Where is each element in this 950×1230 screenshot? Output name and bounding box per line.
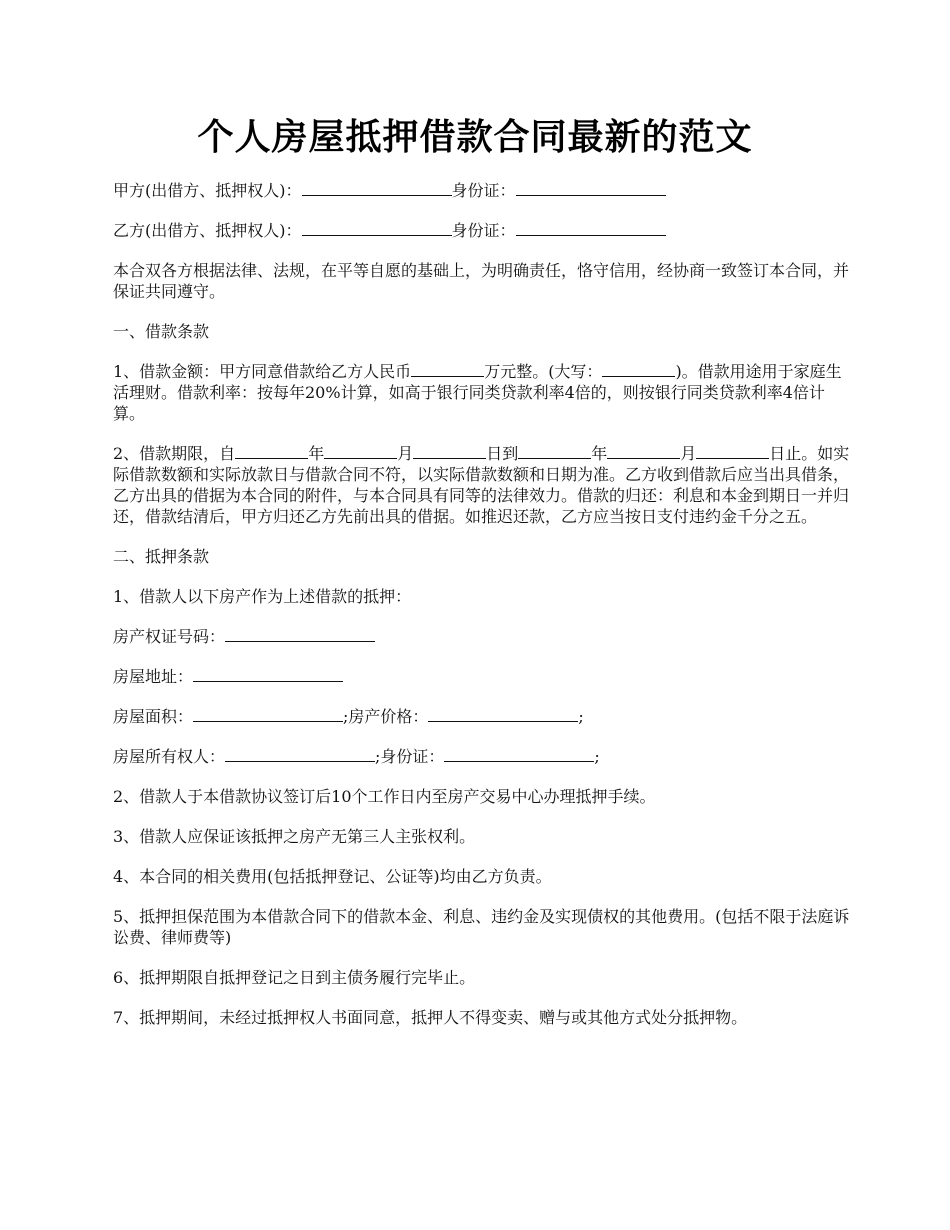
clause1-text-3: )。借款用途用于家庭生活理财。借款利率：按每年20%计算，如高于银行同类贷款利率4倍的，则按银行同类贷款利率4倍计算。 [113,362,842,423]
end-year-blank [518,444,591,459]
semicolon-1: ; [578,707,584,726]
party-b-label: 乙方(出借方、抵押权人)： [113,221,302,240]
mortgage-item-6: 6、抵押期限自抵押登记之日到主债务履行完毕止。 [113,968,476,987]
start-month-blank [324,444,397,459]
property-area-price-line [113,706,855,727]
section-heading-loan: 一、借款条款 [113,322,210,341]
end-month-blank [607,444,680,459]
month-label-1: 月 [397,444,414,463]
property-owner-label: 房屋所有权人： [113,747,226,766]
party-a-name-blank [302,181,452,196]
owner-id-blank [444,747,594,762]
end-day-blank [696,444,769,459]
month-label-2: 月 [680,444,697,463]
party-b-name-blank [302,221,452,236]
clause-loan-amount [113,361,855,424]
amount-capital-blank [602,362,675,377]
property-price-blank [428,707,578,722]
clause2-rest: 日止。如实际借款数额和实际放款日与借款合同不符，以实际借款数额和日期为准。乙方收到借款后应当出具借条，乙方出具的借据为本合同的附件，与本合同具有同等的法律效力。借款的归还：利息和本金到期日一并归还，借款结清后，甲方归还乙方先前出具的借据。如推迟还款，乙方应当按日支付违约金千分之五。 [113,444,850,526]
mortgage-item-5: 5、抵押担保范围为本借款合同下的借款本金、利息、违约金及实现债权的其他费用。(包括不限于法庭诉讼费、律师费等) [113,907,850,947]
party-b-id-blank [516,221,666,236]
mortgage-item-1: 1、借款人以下房产作为上述借款的抵押： [113,587,412,606]
property-cert-blank [225,627,375,642]
property-address-label: 房屋地址： [113,667,194,686]
property-area-label: 房屋面积： [113,707,194,726]
document-title: 个人房屋抵押借款合同最新的范文 [197,116,753,158]
property-cert-line [113,626,855,647]
year-label-2: 年 [591,444,608,463]
party-a-id-label: 身份证： [451,181,516,200]
party-b-id-label: 身份证： [451,221,516,240]
document-body [113,180,855,1047]
property-price-label: ;房产价格： [343,707,429,726]
property-owner-line [113,746,855,767]
owner-id-label: ;身份证： [375,747,445,766]
party-b-line [113,220,855,241]
property-owner-blank [225,747,375,762]
amount-blank [411,362,484,377]
start-year-blank [235,444,308,459]
day-to-label: 日到 [486,444,519,463]
property-address-blank [193,667,343,682]
section-heading-mortgage: 二、抵押条款 [113,547,210,566]
clause1-text-1: 1、借款金额：甲方同意借款给乙方人民币 [113,362,412,381]
clause2-prefix: 2、借款期限，自 [113,444,236,463]
party-a-id-blank [516,181,666,196]
clause1-text-2: 万元整。(大写： [484,362,603,381]
semicolon-2: ; [594,747,600,766]
party-a-line [113,180,855,201]
mortgage-item-2: 2、借款人于本借款协议签订后10个工作日内至房产交易中心办理抵押手续。 [113,787,656,806]
clause-loan-term [113,443,855,527]
mortgage-item-3: 3、借款人应保证该抵押之房产无第三人主张权利。 [113,827,476,846]
mortgage-item-4: 4、本合同的相关费用(包括抵押登记、公证等)均由乙方负责。 [113,867,552,886]
property-address-line [113,666,855,687]
year-label-1: 年 [308,444,325,463]
start-day-blank [413,444,486,459]
property-cert-label: 房产权证号码： [113,627,226,646]
property-area-blank [193,707,343,722]
mortgage-item-7: 7、抵押期间，未经过抵押权人书面同意，抵押人不得变卖、赠与或其他方式处分抵押物。 [113,1008,748,1027]
preamble-paragraph: 本合双各方根据法律、法规，在平等自愿的基础上，为明确责任，恪守信用，经协商一致签订本合同，并保证共同遵守。 [113,261,850,301]
party-a-label: 甲方(出借方、抵押权人)： [113,181,302,200]
